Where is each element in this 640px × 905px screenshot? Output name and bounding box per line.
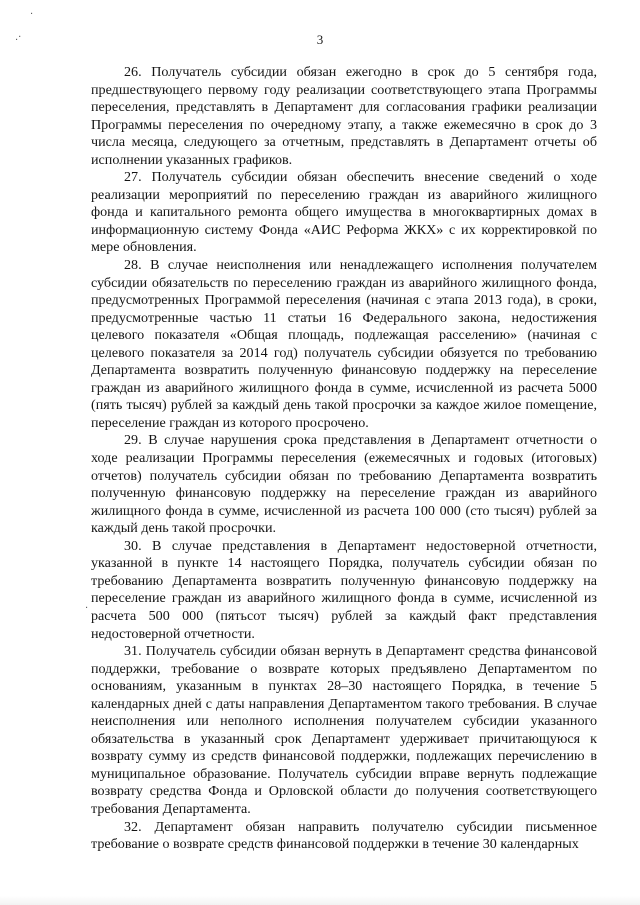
paragraph-27: 27. Получатель субсидии обязан обеспечить внесение сведений о ходе реализации мероприятий по переселению граждан из аварийного жилищного фонда и капитального ремонта общего имущества в многоквартирных домах в информационную систему Фонда «АИС Реформа ЖКХ» с их корректировкой по мере обновления. — [91, 169, 597, 256]
scan-speck: · — [85, 603, 89, 614]
paragraph-26: 26. Получатель субсидии обязан ежегодно в срок до 5 сентября года, предшествующего первому году реализации соответствующего этапа Программы переселения, представлять в Департамент для согласования графики реализации Программы переселения по очередному этапу, а также ежемесячно в срок до 3 числа месяца, следующего за отчетным, представлять в Департамент отчеты об исполнении указанных графиков. — [91, 64, 597, 168]
paragraph-32: 32. Департамент обязан направить получателю субсидии письменное требование о возврате средств финансовой поддержки в течение 30 календарных — [91, 818, 597, 853]
scan-bottom-edge — [0, 896, 640, 905]
paragraph-30: 30. В случае представления в Департамент недостоверной отчетности, указанной в пункте 14 настоящего Порядка, получатель субсидии обязан по требованию Департамента возвратить полученную финансовую поддержку на переселение граждан из аварийного жилищного фонда в сумме, исчисленной из расчета 500 000 (пятьсот тысяч) рублей за каждый факт представления недостоверной отчетности. — [91, 537, 597, 642]
paragraph-28: 28. В случае неисполнения или ненадлежащего исполнения получателем субсидии обязательств по переселению граждан из аварийного жилищного фонда, предусмотренных Программой переселения (начиная с этапа 2013 года), в сроки, предусмотренные частью 11 статьи 16 Федерального закона, недостижения целевого показателя «Общая площадь, подлежащая расселению» (начиная с целевого показателя за 2014 год) получатель субсидии обязуется по требованию Департамента возвратить полученную финансовую поддержку на переселение граждан из аварийного жилищного фонда в сумме, исчисленной из расчета 5000 (пять тысяч) рублей за каждый день такой просрочки за каждое жилое помещение, переселение граждан из которого просрочено. — [91, 257, 597, 431]
document-body — [91, 64, 597, 854]
scan-speck: .· — [15, 32, 22, 43]
scan-speck: · — [30, 9, 34, 20]
paragraph-31: 31. Получатель субсидии обязан вернуть в Департамент средства финансовой поддержки, требование о возврате которых предъявлено Департаментом по основаниям, указанным в пунктах 28–30 настоящего Порядка, в течение 5 календарных дней с даты направления Департаментом такого требования. В случае неисполнения или неполного исполнения получателем субсидии указанного обязательства в указанный срок Департамент удерживает причитающуюся к возврату сумму из средств финансовой поддержки, подлежащих перечислению в муниципальное образование. Получатель субсидии вправе вернуть подлежащие возврату средства Фонда и Орловской области до получения соответствующего требования Департамента. — [91, 643, 597, 817]
paragraph-29: 29. В случае нарушения срока представления в Департамент отчетности о ходе реализации Программы переселения (ежемесячных и годовых (итоговых) отчетов) получатель субсидии обязан по требованию Департамента возвратить полученную финансовую поддержку на переселение граждан из аварийного жилищного фонда в сумме, исчисленной из расчета 100 000 (сто тысяч) рублей за каждый день такой просрочки. — [91, 432, 597, 537]
page-number: 3 — [316, 32, 324, 47]
